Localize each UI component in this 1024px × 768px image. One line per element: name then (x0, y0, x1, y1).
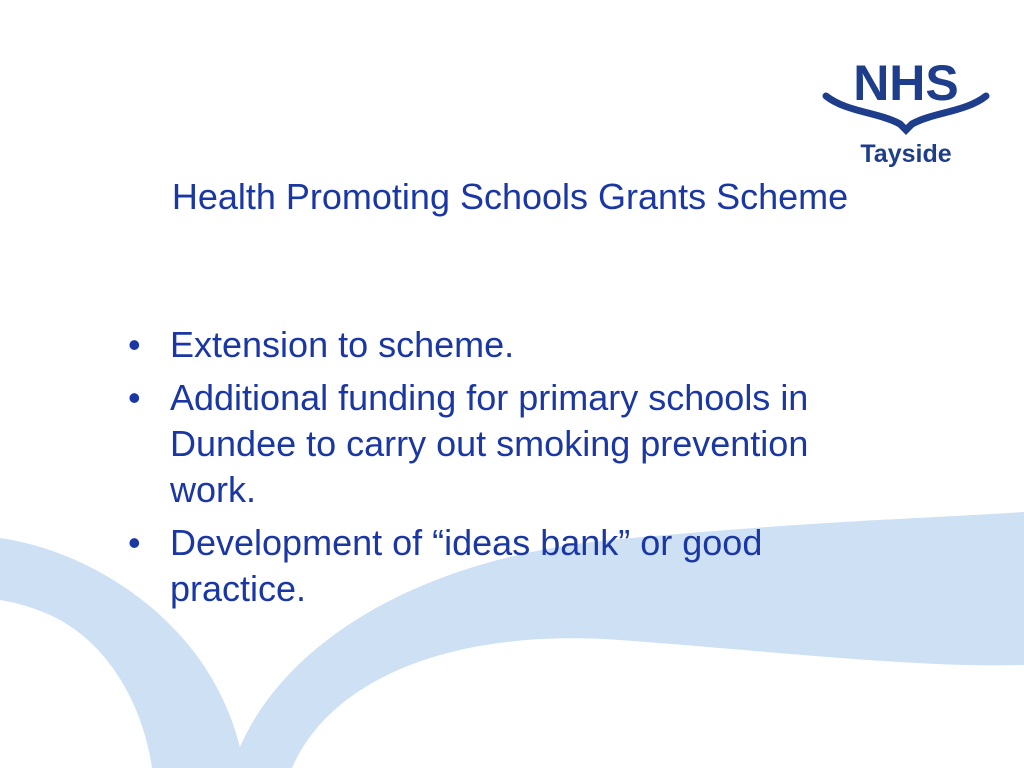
logo-tayside-text: Tayside (860, 140, 952, 168)
bullet-item (128, 520, 898, 612)
bullet-dot: • (128, 522, 141, 563)
nhs-tayside-logo (818, 52, 994, 174)
bullet-dot: • (128, 377, 141, 418)
bullet-text: Additional funding for primary schools in Dundee to carry out smoking prevention work. (170, 377, 809, 510)
bullet-text: Development of “ideas bank” or good practice. (170, 522, 763, 609)
bullet-list (128, 322, 898, 619)
bullet-item (128, 322, 898, 368)
bullet-dot: • (128, 324, 141, 365)
logo-nhs-text: NHS (853, 55, 959, 111)
bullet-item (128, 375, 898, 513)
slide-title: Health Promoting Schools Grants Scheme (171, 176, 849, 217)
bullet-text: Extension to scheme. (170, 324, 515, 365)
